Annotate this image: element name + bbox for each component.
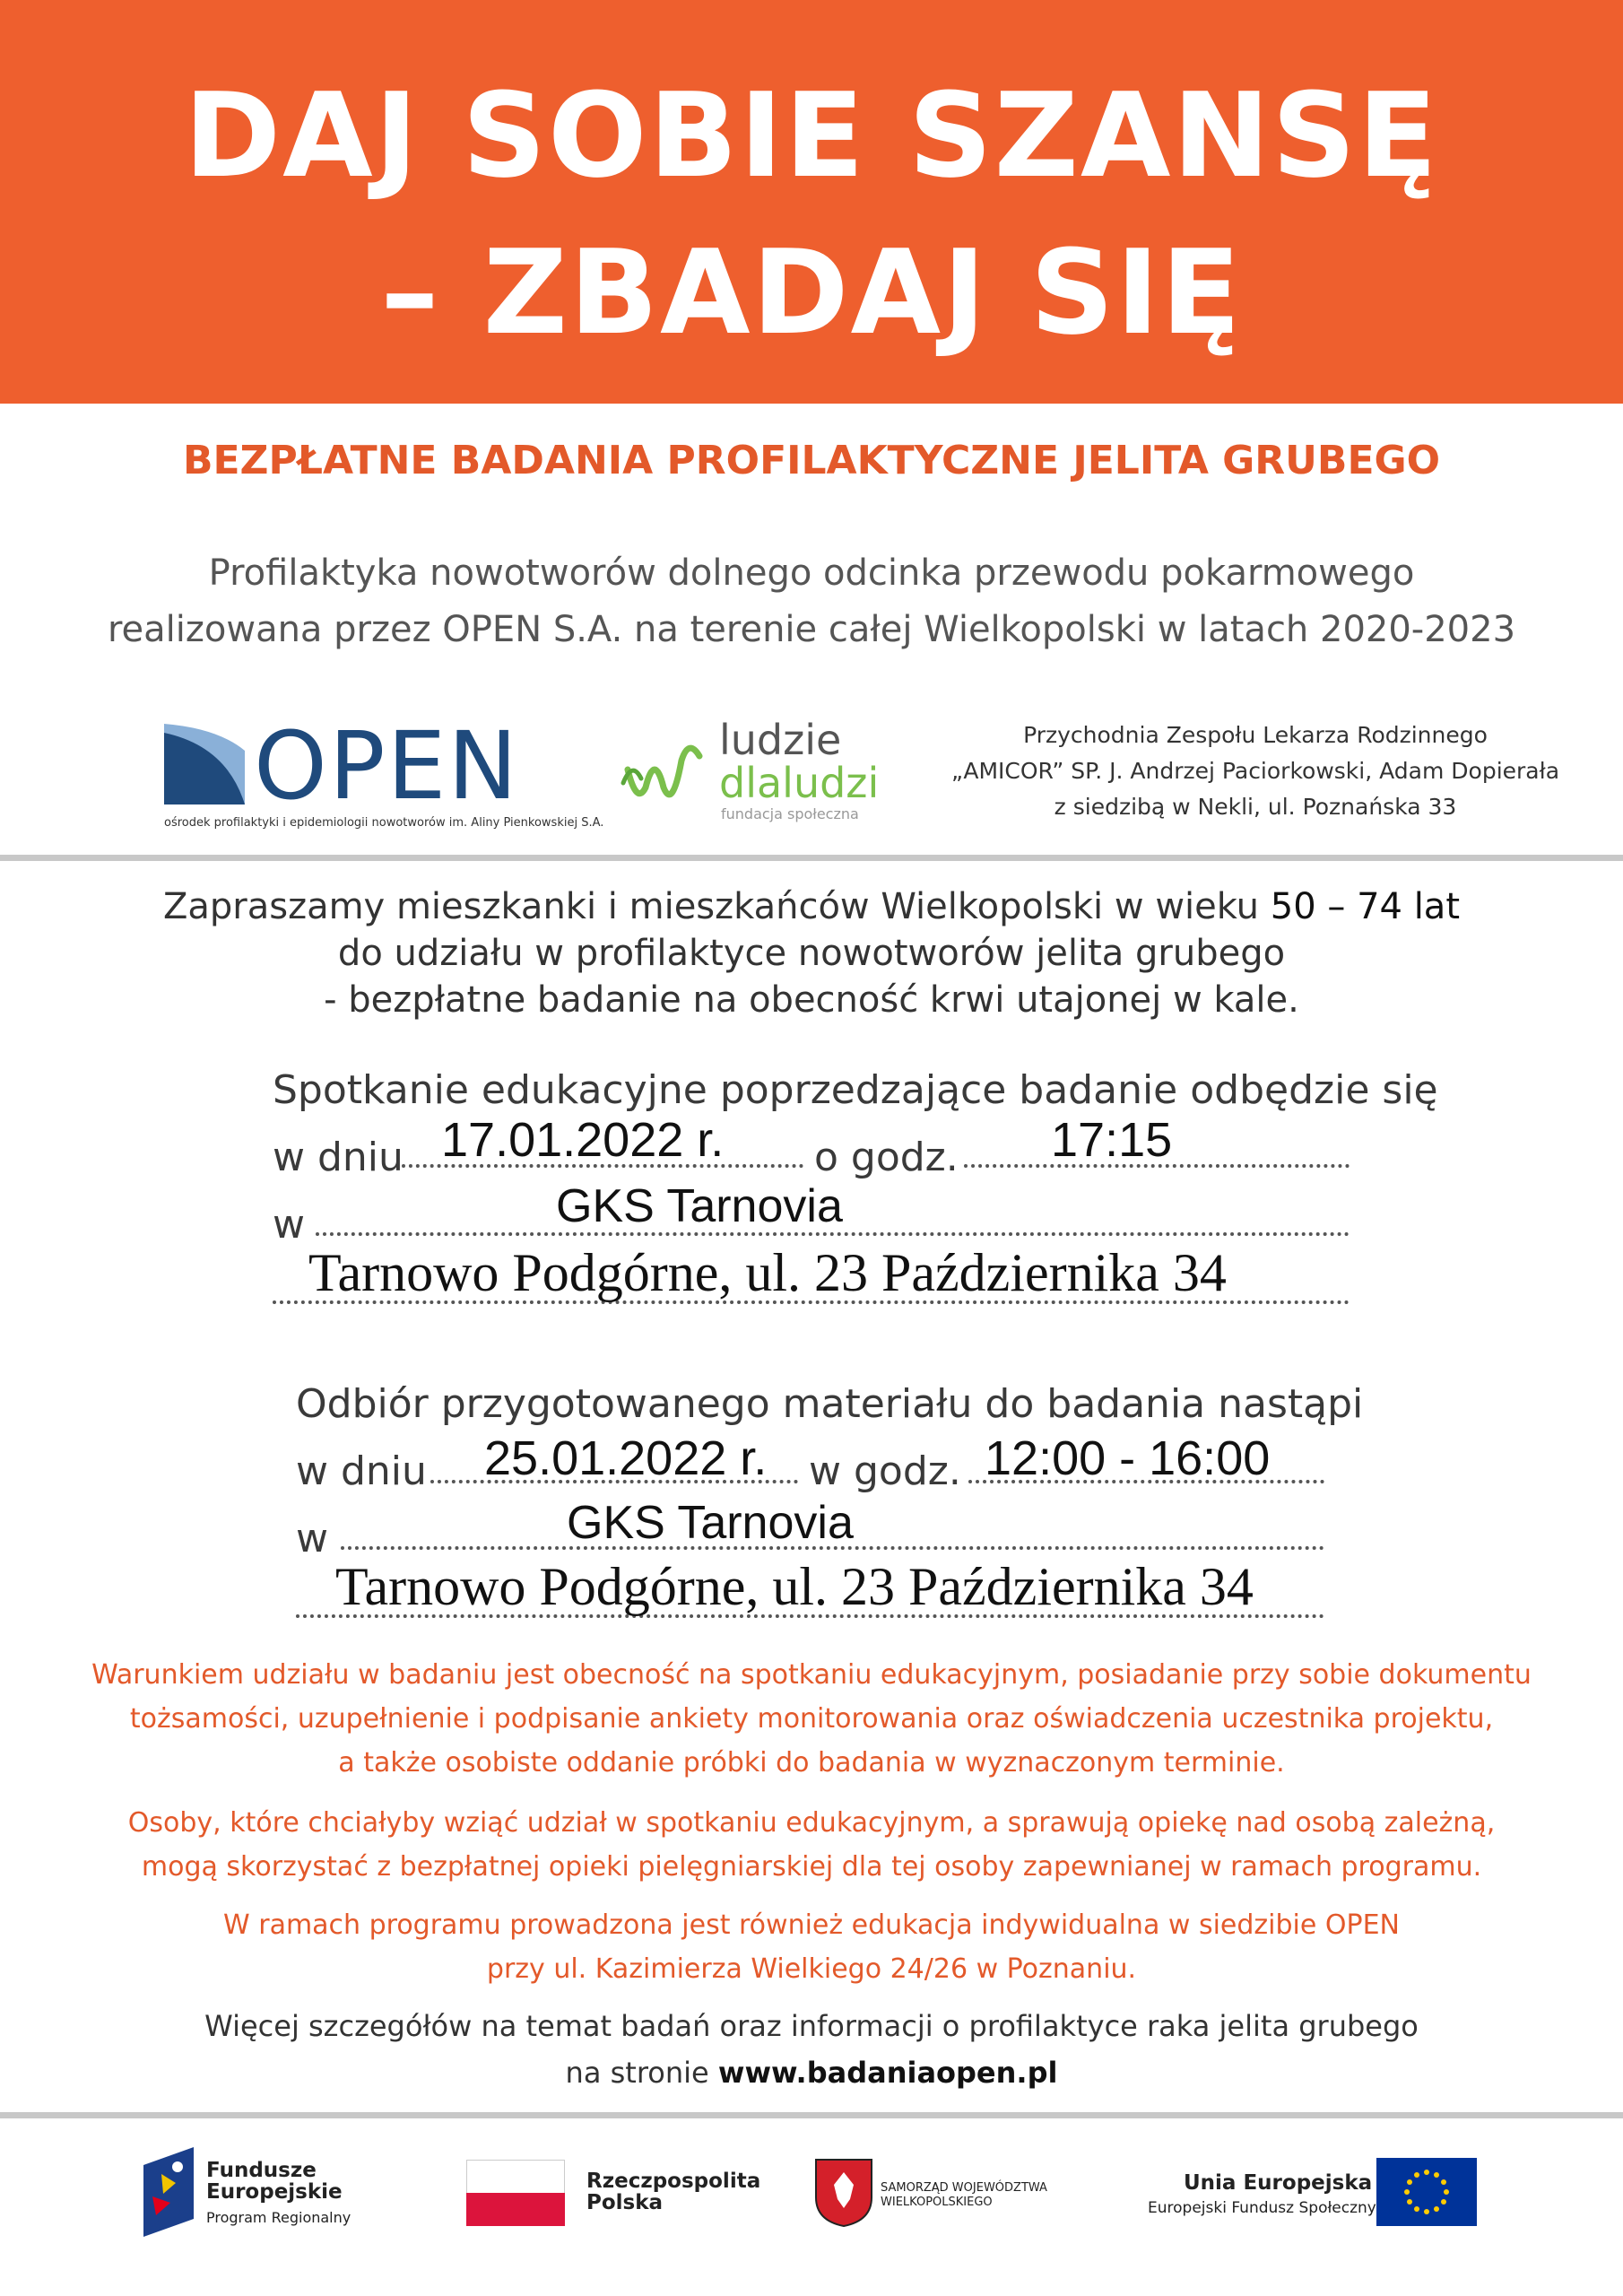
ludzie-dla-ludzi-mark-icon: [619, 734, 708, 814]
meeting-time-label: o godz.: [814, 1135, 959, 1180]
invitation-text: [0, 883, 1623, 1023]
fe-program: Program Regionalny: [206, 2209, 352, 2226]
pickup-address-value: Tarnowo Podgórne, ul. 23 Października 34: [335, 1557, 1254, 1616]
meeting-date-label: w dniu: [273, 1135, 404, 1180]
rp-name-line1: Rzeczpospolita: [586, 2170, 761, 2193]
individual-education-paragraph: [0, 1903, 1623, 1991]
pickup-time-value: 12:00 - 16:00: [985, 1431, 1271, 1485]
more-info-line: Więcej szczegółów na temat badań oraz informacji o profilaktyce raka jelita grubego: [204, 2009, 1419, 2043]
banner-title-line2: – ZBADAJ SIĘ: [380, 224, 1243, 361]
invitation-line: - bezpłatne badanie na obecność krwi utajonej w kale.: [324, 979, 1299, 1021]
more-info-line: [0, 2049, 1623, 2096]
pickup-date-label: w dniu: [296, 1448, 427, 1494]
age-range: 50 – 74 lat: [1270, 886, 1460, 927]
open-logo-text: OPEN: [254, 711, 520, 821]
eu-flag-icon: [1376, 2158, 1477, 2226]
individual-education-line: przy ul. Kazimierza Wielkiego 24/26 w Poznaniu.: [486, 1953, 1137, 1985]
meeting-date-value: 17.01.2022 r.: [441, 1113, 725, 1167]
meeting-place-label: w: [273, 1202, 305, 1248]
header-banner: [0, 0, 1623, 404]
divider: [0, 855, 1623, 861]
open-logo: [164, 711, 604, 836]
open-mark-icon: [164, 724, 245, 804]
caregiver-line: Osoby, które chciałyby wziąć udział w spotkaniu edukacyjnym, a sprawują opiekę nad osobą zależną,: [127, 1807, 1496, 1839]
invitation-line: do udziału w profilaktyce nowotworów jelita grubego: [337, 933, 1286, 974]
amicor-line: Przychodnia Zespołu Lekarza Rodzinnego: [1023, 722, 1488, 748]
pickup-time-label: w godz.: [809, 1448, 961, 1494]
fe-name-line2: Europejskie: [206, 2180, 343, 2204]
polish-flag-icon: [466, 2160, 565, 2226]
sw-name-line1: SAMORZĄD WOJEWÓDZTWA: [881, 2181, 1047, 2195]
sw-name-line2: WIELKOPOLSKIEGO: [881, 2196, 993, 2209]
more-info-prefix: na stronie: [565, 2056, 718, 2090]
subtitle: BEZPŁATNE BADANIA PROFILAKTYCZNE JELITA GRUBEGO: [182, 438, 1441, 483]
intro-text: [0, 545, 1623, 658]
caregiver-paragraph: [0, 1801, 1623, 1889]
ue-name: Unia Europejska: [1184, 2171, 1373, 2195]
open-logo-subtitle: ośrodek profilaktyki i epidemiologii nowotworów im. Aliny Pienkowskiej S.A.: [164, 816, 604, 830]
ludzie-dla-ludzi-logo: [619, 716, 906, 823]
pickup-date-value: 25.01.2022 r.: [484, 1431, 768, 1485]
meeting-heading: Spotkanie edukacyjne poprzedzające badanie odbędzie się: [273, 1067, 1438, 1113]
ldl-logo-line1: ludzie: [719, 716, 842, 764]
conditions-paragraph: [0, 1653, 1623, 1785]
pickup-place-label: w: [296, 1516, 328, 1561]
website-link[interactable]: www.badaniaopen.pl: [717, 2056, 1058, 2090]
amicor-clinic-info: [950, 718, 1560, 825]
banner-title-line1: DAJ SOBIE SZANSĘ: [184, 67, 1439, 204]
invitation-line: [0, 883, 1623, 930]
intro-line: realizowana przez OPEN S.A. na terenie całej Wielkopolski w latach 2020-2023: [107, 609, 1516, 650]
wielkopolska-coat-of-arms-icon: [814, 2158, 873, 2228]
intro-line: Profilaktyka nowotworów dolnego odcinka przewodu pokarmowego: [208, 552, 1415, 594]
amicor-line: z siedzibą w Nekli, ul. Poznańska 33: [1054, 794, 1457, 820]
ue-fund-name: Europejski Fundusz Społeczny: [1148, 2199, 1376, 2217]
individual-education-line: W ramach programu prowadzona jest również edukacja indywidualna w siedzibie OPEN: [223, 1909, 1400, 1941]
conditions-line: a także osobiste oddanie próbki do badania w wyznaczonym terminie.: [338, 1747, 1285, 1779]
pickup-heading: Odbiór przygotowanego materiału do badania nastąpi: [296, 1381, 1364, 1427]
fundusze-europejskie-icon: [143, 2147, 194, 2237]
ldl-logo-line2: dlaludzi: [719, 759, 880, 807]
ldl-logo-line3: fundacja społeczna: [721, 805, 859, 822]
partner-logos: [0, 709, 1623, 843]
meeting-address-value: Tarnowo Podgórne, ul. 23 Października 34: [308, 1243, 1227, 1302]
rp-name-line2: Polska: [586, 2191, 664, 2214]
divider: [0, 2112, 1623, 2118]
pickup-place-value: GKS Tarnovia: [567, 1497, 854, 1549]
invitation-line1: Zapraszamy mieszkanki i mieszkańców Wielkopolski w wieku: [162, 886, 1271, 927]
funding-logos: [0, 2144, 1623, 2260]
conditions-line: Warunkiem udziału w badaniu jest obecność na spotkaniu edukacyjnym, posiadanie przy sobie dokumentu: [91, 1659, 1532, 1691]
caregiver-line: mogą skorzystać z bezpłatnej opieki pielęgniarskiej dla tej osoby zapewnianej w ramach programu.: [141, 1851, 1482, 1883]
amicor-line: „AMICOR” SP. J. Andrzej Paciorkowski, Adam Dopierała: [950, 758, 1560, 784]
fe-name-line1: Fundusze: [206, 2159, 317, 2182]
conditions-line: tożsamości, uzupełnienie i podpisanie ankiety monitorowania oraz oświadczenia uczestnika projektu,: [129, 1703, 1494, 1735]
more-info: [0, 2003, 1623, 2096]
meeting-time-value: 17:15: [1051, 1113, 1173, 1167]
meeting-place-value: GKS Tarnovia: [556, 1180, 843, 1232]
